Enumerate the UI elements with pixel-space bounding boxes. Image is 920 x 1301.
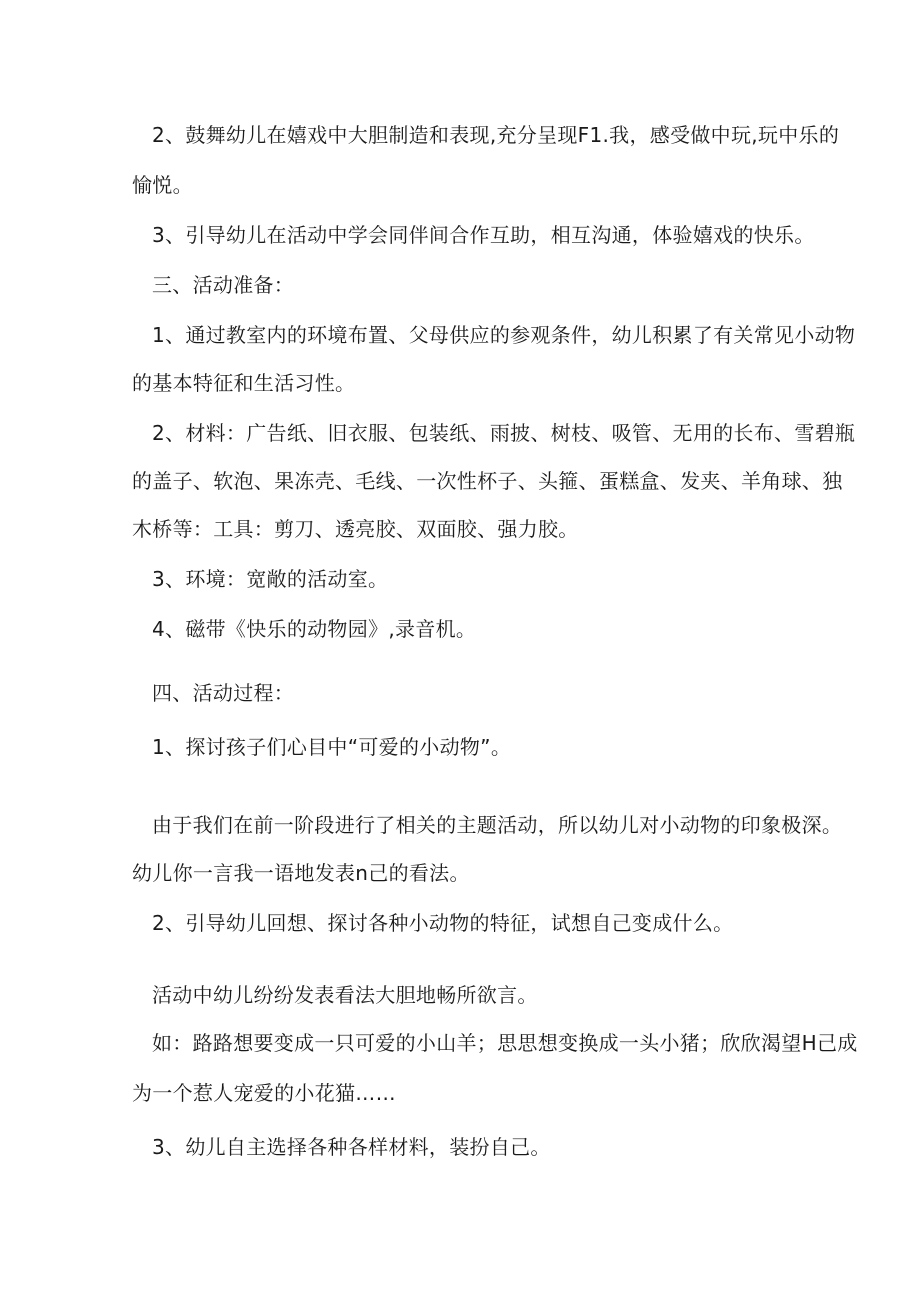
- paragraph-prep-3: 3、环境：宽敞的活动室。: [152, 567, 389, 591]
- paragraph-prep-2-cont-1: 的盖子、软泡、果冻壳、毛线、一次性杯子、头箍、蛋糕盒、发夹、羊角球、独: [132, 469, 843, 493]
- paragraph-goal-2-cont: 愉悦。: [132, 173, 193, 197]
- paragraph-process-2-example: 如：路路想要变成一只可爱的小山羊；思思想变换成一头小猪；欣欣渴望H己成: [152, 1031, 858, 1055]
- paragraph-process-2-desc: 活动中幼儿纷纷发表看法大胆地畅所欲言。: [152, 983, 538, 1007]
- paragraph-prep-1: 1、通过教室内的环境布置、父母供应的参观条件，幼儿积累了有关常见小动物: [152, 323, 856, 347]
- paragraph-process-1-desc-cont: 幼儿你一言我一语地发表n己的看法。: [132, 861, 470, 885]
- section-heading-preparation: 三、活动准备：: [152, 273, 295, 297]
- paragraph-prep-2-cont-2: 木桥等：工具：剪刀、透亮胶、双面胶、强力胶。: [132, 517, 579, 541]
- paragraph-goal-3: 3、引导幼儿在活动中学会同伴间合作互助，相互沟通，体验嬉戏的快乐。: [152, 223, 815, 247]
- paragraph-prep-2: 2、材料：广告纸、旧衣服、包装纸、雨披、树枝、吸管、无用的长布、雪碧瓶: [152, 421, 856, 445]
- paragraph-goal-2: 2、鼓舞幼儿在嬉戏中大胆制造和表现,充分呈现F1.我，感受做中玩,玩中乐的: [152, 123, 840, 147]
- paragraph-process-2-example-cont: 为一个惹人宠爱的小花猫……: [132, 1081, 396, 1105]
- paragraph-process-1: 1、探讨孩子们心目中“可爱的小动物”。: [152, 735, 512, 759]
- paragraph-process-3: 3、幼儿自主选择各种各样材料，装扮自己。: [152, 1135, 551, 1159]
- paragraph-process-1-desc: 由于我们在前一阶段进行了相关的主题活动，所以幼儿对小动物的印象极深。: [152, 813, 843, 837]
- paragraph-prep-4: 4、磁带《快乐的动物园》,录音机。: [152, 617, 477, 641]
- paragraph-process-2: 2、引导幼儿回想、探讨各种小动物的特征，试想自己变成什么。: [152, 911, 734, 935]
- paragraph-prep-1-cont: 的基本特征和生活习性。: [132, 371, 356, 395]
- section-heading-process: 四、活动过程：: [152, 681, 295, 705]
